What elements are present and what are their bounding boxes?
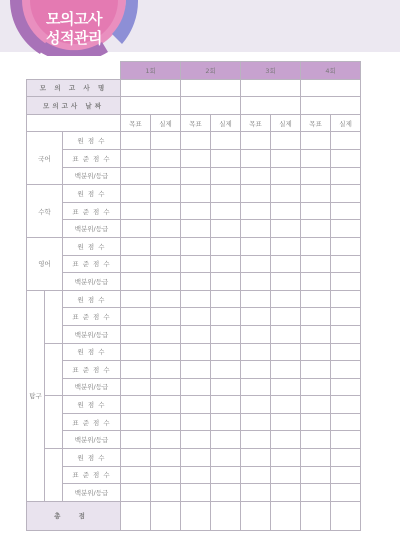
percentile-label: 백분위/등급 [63,484,121,502]
subject-korean: 국어 [27,132,63,185]
score-cell[interactable] [271,132,301,150]
table-row [27,255,361,273]
score-cell[interactable] [181,413,211,431]
score-cell[interactable] [121,202,151,220]
score-cell[interactable] [241,202,271,220]
score-cell[interactable] [331,149,361,167]
score-cell[interactable] [181,325,211,343]
score-cell[interactable] [211,361,241,379]
standard-score-label: 표 준 점 수 [63,361,121,379]
score-cell[interactable] [241,378,271,396]
total-cell[interactable] [211,501,241,530]
score-cell[interactable] [211,237,241,255]
exam-date-label: 모의고사 날짜 [27,97,121,115]
score-cell[interactable] [241,290,271,308]
exam-name-cell[interactable] [121,79,181,97]
total-cell[interactable] [301,501,331,530]
target-actual-row [27,114,361,132]
inquiry-subject-blank[interactable] [45,343,63,396]
table-row [27,325,361,343]
score-cell[interactable] [181,343,211,361]
score-cell[interactable] [211,431,241,449]
score-cell[interactable] [181,361,211,379]
score-cell[interactable] [271,431,301,449]
score-cell[interactable] [121,273,151,291]
standard-score-label: 표 준 점 수 [63,413,121,431]
score-cell[interactable] [121,431,151,449]
score-cell[interactable] [271,290,301,308]
score-cell[interactable] [151,149,181,167]
score-cell[interactable] [301,361,331,379]
score-cell[interactable] [241,361,271,379]
total-label: 총 점 [27,501,121,530]
score-cell[interactable] [301,449,331,467]
score-cell[interactable] [121,308,151,326]
exam-name-cell[interactable] [301,79,361,97]
score-cell[interactable] [211,449,241,467]
subject-math: 수학 [27,185,63,238]
score-cell[interactable] [121,290,151,308]
score-cell[interactable] [121,378,151,396]
table-row [27,361,361,379]
score-cell[interactable] [121,343,151,361]
score-cell[interactable] [271,220,301,238]
score-cell[interactable] [331,378,361,396]
score-cell[interactable] [301,378,331,396]
corner-blank [27,62,121,80]
score-cell[interactable] [301,466,331,484]
score-cell[interactable] [301,167,331,185]
score-cell[interactable] [211,149,241,167]
target-label: 목표 [121,114,151,132]
exam-date-cell[interactable] [121,97,181,115]
score-cell[interactable] [301,149,331,167]
score-cell[interactable] [331,220,361,238]
table-row [27,290,361,308]
table-row [27,237,361,255]
score-cell[interactable] [331,361,361,379]
table-row [27,378,361,396]
score-cell[interactable] [331,396,361,414]
score-cell[interactable] [151,185,181,203]
exam-name-label: 모 의 고 사 명 [27,79,121,97]
round-header: 3회 [241,62,301,80]
score-cell[interactable] [301,185,331,203]
score-cell[interactable] [211,343,241,361]
standard-score-label: 표 준 점 수 [63,308,121,326]
table-row [27,132,361,150]
score-cell[interactable] [271,167,301,185]
percentile-label: 백분위/등급 [63,325,121,343]
score-cell[interactable] [211,167,241,185]
score-cell[interactable] [121,185,151,203]
title-line-1: 모의고사 [46,10,102,28]
score-cell[interactable] [331,484,361,502]
score-cell[interactable] [241,237,271,255]
score-cell[interactable] [211,396,241,414]
score-cell[interactable] [241,343,271,361]
blank-cell [27,114,121,132]
table-row [27,413,361,431]
score-cell[interactable] [331,167,361,185]
table-row [27,167,361,185]
round-header-row [27,62,361,80]
raw-score-label: 원 점 수 [63,396,121,414]
score-cell[interactable] [271,396,301,414]
score-cell[interactable] [271,308,301,326]
actual-label: 실제 [331,114,361,132]
table-row [27,343,361,361]
table-row [27,484,361,502]
score-cell[interactable] [301,290,331,308]
exam-name-cell[interactable] [181,79,241,97]
score-cell[interactable] [241,273,271,291]
actual-label: 실제 [211,114,241,132]
score-cell[interactable] [331,255,361,273]
total-cell[interactable] [241,501,271,530]
actual-label: 실제 [151,114,181,132]
percentile-label: 백분위/등급 [63,431,121,449]
score-cell[interactable] [151,378,181,396]
score-cell[interactable] [151,343,181,361]
exam-name-row [27,79,361,97]
score-cell[interactable] [151,396,181,414]
score-cell[interactable] [241,149,271,167]
score-cell[interactable] [151,413,181,431]
raw-score-label: 원 점 수 [63,185,121,203]
score-cell[interactable] [181,290,211,308]
score-cell[interactable] [151,167,181,185]
raw-score-label: 원 점 수 [63,237,121,255]
score-cell[interactable] [121,167,151,185]
standard-score-label: 표 준 점 수 [63,202,121,220]
score-cell[interactable] [241,484,271,502]
table-row [27,185,361,203]
score-cell[interactable] [331,449,361,467]
score-cell[interactable] [151,273,181,291]
score-cell[interactable] [331,431,361,449]
score-cell[interactable] [151,308,181,326]
raw-score-label: 원 점 수 [63,449,121,467]
score-cell[interactable] [181,132,211,150]
score-cell[interactable] [151,220,181,238]
score-cell[interactable] [151,466,181,484]
score-cell[interactable] [241,308,271,326]
score-cell[interactable] [301,308,331,326]
percentile-label: 백분위/등급 [63,220,121,238]
raw-score-label: 원 점 수 [63,343,121,361]
score-cell[interactable] [331,343,361,361]
score-cell[interactable] [211,185,241,203]
score-cell[interactable] [331,290,361,308]
score-cell[interactable] [271,361,301,379]
exam-date-cell[interactable] [301,97,361,115]
score-cell[interactable] [211,220,241,238]
target-label: 목표 [301,114,331,132]
score-cell[interactable] [301,431,331,449]
standard-score-label: 표 준 점 수 [63,149,121,167]
score-cell[interactable] [121,413,151,431]
target-label: 목표 [181,114,211,132]
round-header: 4회 [301,62,361,80]
score-cell[interactable] [151,132,181,150]
score-cell[interactable] [301,484,331,502]
score-cell[interactable] [181,237,211,255]
score-cell[interactable] [241,396,271,414]
score-cell[interactable] [211,273,241,291]
score-cell[interactable] [211,308,241,326]
score-cell[interactable] [211,290,241,308]
score-cell[interactable] [241,132,271,150]
score-cell[interactable] [331,466,361,484]
total-cell[interactable] [181,501,211,530]
table-row [27,466,361,484]
raw-score-label: 원 점 수 [63,290,121,308]
table-row [27,220,361,238]
score-cell[interactable] [301,413,331,431]
score-cell[interactable] [151,202,181,220]
total-row [27,501,361,530]
percentile-label: 백분위/등급 [63,273,121,291]
score-cell[interactable] [271,378,301,396]
score-cell[interactable] [181,378,211,396]
score-cell[interactable] [121,484,151,502]
score-cell[interactable] [151,431,181,449]
score-cell[interactable] [181,255,211,273]
score-cell[interactable] [121,149,151,167]
exam-name-cell[interactable] [241,79,301,97]
table-row [27,273,361,291]
standard-score-label: 표 준 점 수 [63,466,121,484]
score-cell[interactable] [331,132,361,150]
table-row [27,396,361,414]
score-cell[interactable] [181,220,211,238]
inquiry-subject-blank[interactable] [45,449,63,502]
score-cell[interactable] [301,325,331,343]
score-cell[interactable] [331,185,361,203]
score-cell[interactable] [271,449,301,467]
score-cell[interactable] [181,449,211,467]
score-cell[interactable] [271,185,301,203]
table-row [27,149,361,167]
score-cell[interactable] [181,396,211,414]
subject-english: 영어 [27,237,63,290]
score-cell[interactable] [211,132,241,150]
score-cell[interactable] [301,343,331,361]
score-cell[interactable] [121,361,151,379]
score-cell[interactable] [121,466,151,484]
score-cell[interactable] [301,237,331,255]
standard-score-label: 표 준 점 수 [63,255,121,273]
exam-date-cell[interactable] [241,97,301,115]
total-cell[interactable] [151,501,181,530]
score-cell[interactable] [211,202,241,220]
score-cell[interactable] [271,413,301,431]
round-header: 1회 [121,62,181,80]
score-cell[interactable] [301,202,331,220]
score-cell[interactable] [211,325,241,343]
table-row [27,431,361,449]
inquiry-subject-blank[interactable] [45,290,63,343]
round-header: 2회 [181,62,241,80]
score-table [26,61,361,531]
score-cell[interactable] [301,255,331,273]
score-cell[interactable] [211,413,241,431]
score-cell[interactable] [181,308,211,326]
score-cell[interactable] [331,237,361,255]
score-cell[interactable] [151,290,181,308]
score-cell[interactable] [271,149,301,167]
percentile-label: 백분위/등급 [63,378,121,396]
exam-date-row [27,97,361,115]
score-cell[interactable] [211,466,241,484]
score-cell[interactable] [121,220,151,238]
score-cell[interactable] [121,132,151,150]
table-row [27,202,361,220]
score-cell[interactable] [181,149,211,167]
score-cell[interactable] [121,449,151,467]
score-cell[interactable] [301,396,331,414]
title-line-2: 성적관리 [46,29,102,47]
score-cell[interactable] [151,325,181,343]
score-cell[interactable] [271,325,301,343]
score-cell[interactable] [271,202,301,220]
raw-score-label: 원 점 수 [63,132,121,150]
score-cell[interactable] [151,361,181,379]
total-cell[interactable] [121,501,151,530]
score-cell[interactable] [271,466,301,484]
score-cell[interactable] [271,255,301,273]
score-cell[interactable] [181,431,211,449]
score-cell[interactable] [301,220,331,238]
table-row [27,449,361,467]
total-cell[interactable] [331,501,361,530]
score-cell[interactable] [241,185,271,203]
score-cell[interactable] [241,449,271,467]
score-cell[interactable] [241,466,271,484]
score-cell[interactable] [241,167,271,185]
title-badge [6,0,142,56]
score-cell[interactable] [331,413,361,431]
score-cell[interactable] [241,255,271,273]
subject-inquiry: 탐구 [27,290,45,501]
actual-label: 실제 [271,114,301,132]
score-cell[interactable] [301,273,331,291]
score-cell[interactable] [121,396,151,414]
percentile-label: 백분위/등급 [63,167,121,185]
score-cell[interactable] [181,167,211,185]
score-cell[interactable] [241,220,271,238]
exam-date-cell[interactable] [181,97,241,115]
score-cell[interactable] [211,378,241,396]
score-cell[interactable] [211,255,241,273]
score-cell[interactable] [181,484,211,502]
score-cell[interactable] [241,431,271,449]
score-cell[interactable] [241,325,271,343]
score-cell[interactable] [331,308,361,326]
score-cell[interactable] [271,237,301,255]
score-cell[interactable] [121,255,151,273]
table-row [27,308,361,326]
score-cell[interactable] [301,132,331,150]
score-cell[interactable] [121,237,151,255]
score-cell[interactable] [331,325,361,343]
score-cell[interactable] [121,325,151,343]
score-cell[interactable] [181,273,211,291]
score-cell[interactable] [331,273,361,291]
score-cell[interactable] [241,413,271,431]
score-cell[interactable] [151,255,181,273]
score-cell[interactable] [181,185,211,203]
score-cell[interactable] [211,484,241,502]
score-cell[interactable] [271,484,301,502]
score-cell[interactable] [181,466,211,484]
score-cell[interactable] [151,449,181,467]
target-label: 목표 [241,114,271,132]
score-cell[interactable] [331,202,361,220]
score-cell[interactable] [151,237,181,255]
score-cell[interactable] [271,343,301,361]
total-cell[interactable] [271,501,301,530]
inquiry-subject-blank[interactable] [45,396,63,449]
score-cell[interactable] [181,202,211,220]
score-cell[interactable] [271,273,301,291]
score-cell[interactable] [151,484,181,502]
